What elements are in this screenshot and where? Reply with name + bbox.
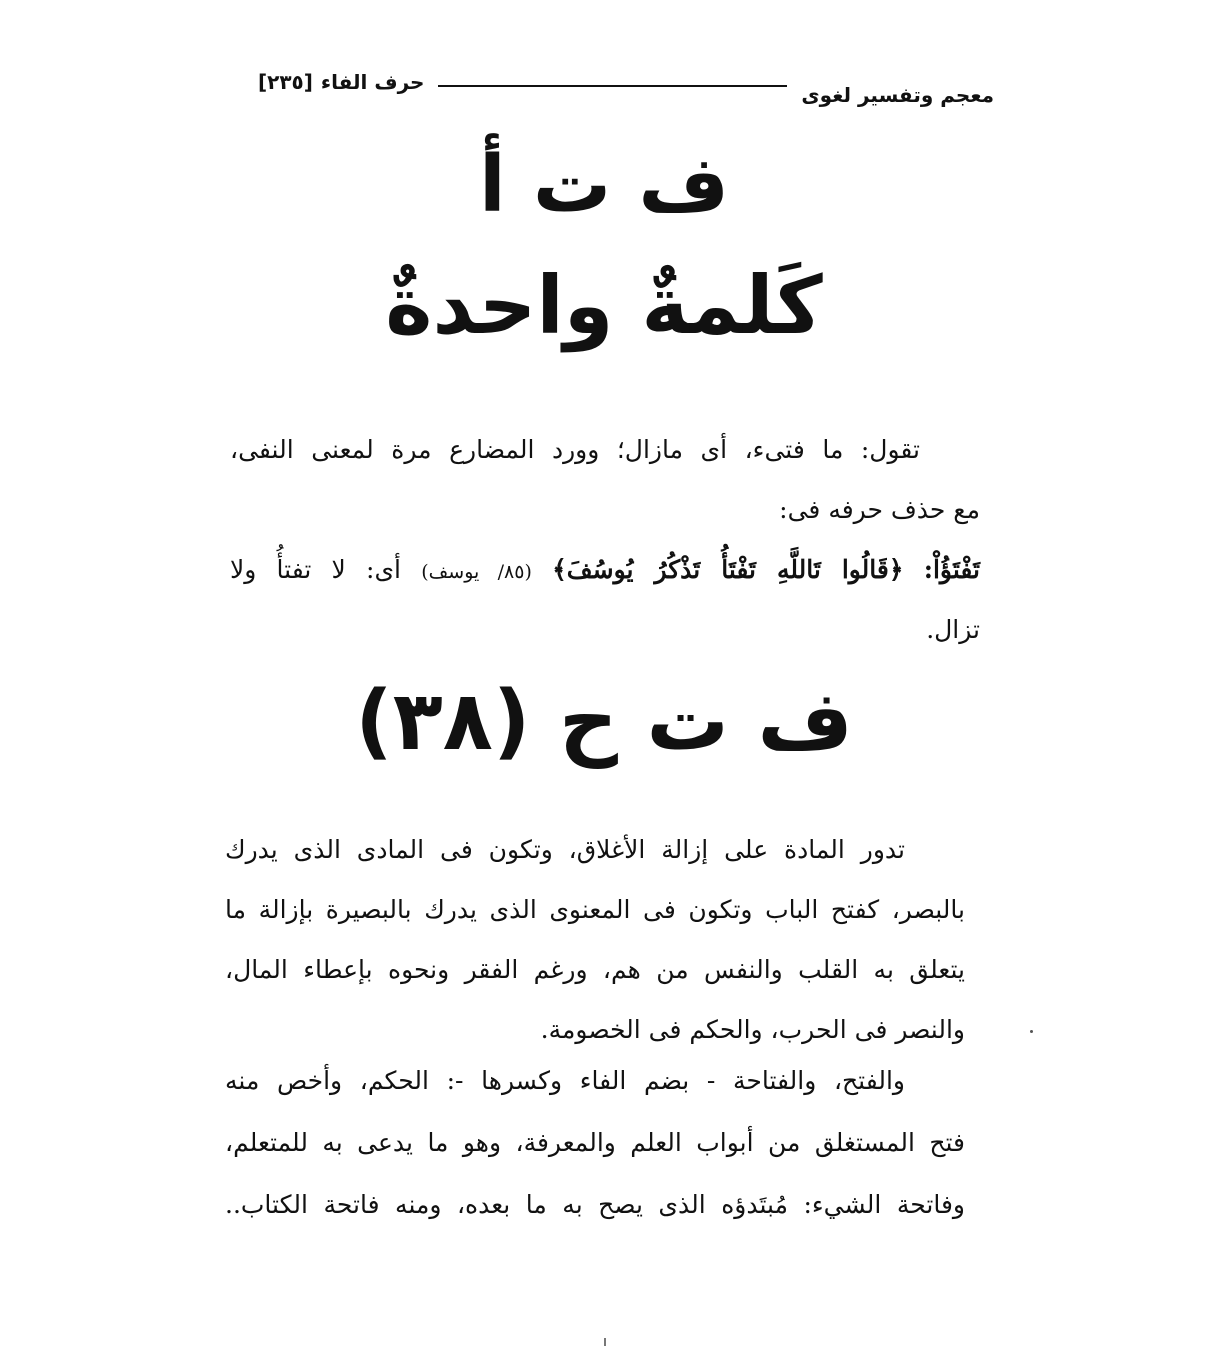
- book-title: معجم وتفسير لغوى: [801, 83, 994, 107]
- section-ref: [258, 70, 424, 106]
- page-number: [٢٣٥]: [258, 70, 313, 94]
- text-line: تزال.: [926, 615, 980, 644]
- entry-root-heading-2: ف ت ح (٣٨): [355, 674, 853, 769]
- scan-speck: [1030, 1030, 1033, 1033]
- section-title: حرف الفاء: [320, 70, 425, 94]
- text-line: فتح المستغلق من أبواب العلم والمعرفة، وهو ما يدعى به للمتعلم،: [225, 1128, 965, 1157]
- quranic-verse: ﴿قَالُوا تَاللَّهِ تَفْتَأُ تَذْكُرُ يُوسُفَ﴾: [552, 555, 904, 584]
- running-header: [258, 68, 994, 108]
- entry1-body: [230, 420, 980, 660]
- entry-root-heading: ف ت أ: [478, 140, 730, 230]
- text-line: تقول: ما فتىء، أى مازال؛ وورد المضارع مرة لمعنى النفى،: [230, 435, 920, 464]
- entry2-paragraph-2: [225, 1050, 965, 1236]
- text-line: والنصر فى الحرب، والحكم فى الخصومة.: [540, 1015, 965, 1044]
- entry-subtitle: كَلمةٌ واحدةٌ: [385, 259, 823, 352]
- header-rule: [438, 85, 787, 87]
- entry2-paragraph-1: [225, 820, 965, 1060]
- text-line: يتعلق به القلب والنفس من هم، ورغم الفقر ونحوه بإعطاء المال،: [225, 955, 965, 984]
- text-line: مع حذف حرفه فى:: [779, 495, 980, 524]
- text-line: بالبصر، كفتح الباب وتكون فى المعنوى الذى يدرك بالبصيرة بإزالة ما: [225, 895, 965, 924]
- verse-reference: (٨٥/ يوسف): [421, 561, 532, 583]
- text-line: وفاتحة الشيء: مُبتَدؤه الذى يصح به ما بعده، ومنه فاتحة الكتاب..: [225, 1190, 965, 1219]
- text-line: والفتح، والفتاحة - بضم الفاء وكسرها -: الحكم، وأخص منه: [225, 1066, 905, 1095]
- quranic-word: تَفْتَؤُاْ:: [923, 555, 980, 584]
- scan-speck: [604, 1338, 606, 1346]
- gloss-text: أى: لا تفتأُ ولا: [230, 555, 401, 584]
- text-line-quote: [230, 540, 980, 600]
- text-line: تدور المادة على إزالة الأغلاق، وتكون فى المادى الذى يدرك: [225, 835, 905, 864]
